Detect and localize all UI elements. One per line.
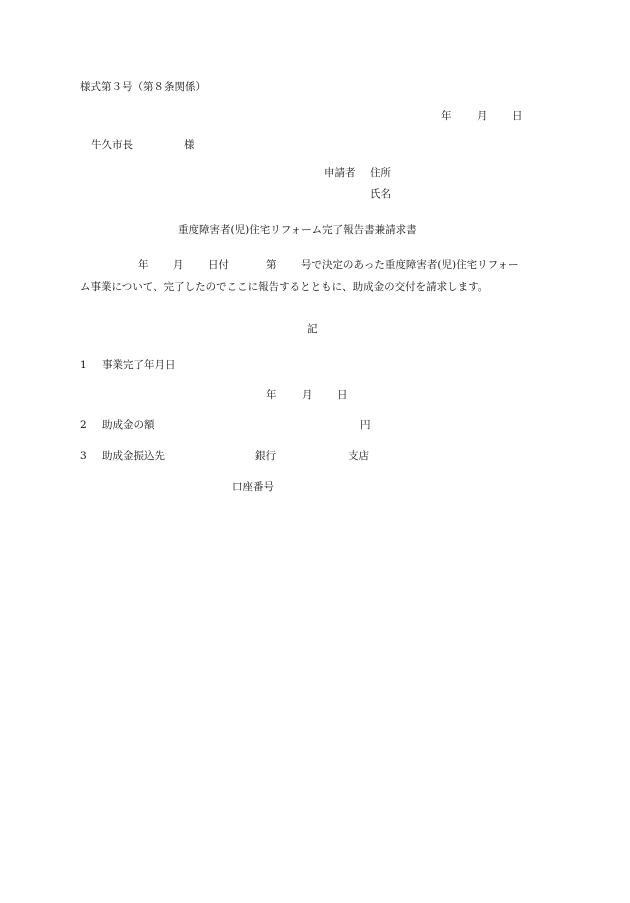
body-day-attach: 日付	[208, 259, 229, 271]
item1-number: 1	[80, 359, 87, 371]
item3-number: 3	[80, 450, 87, 462]
addressee-mayor: 牛久市長	[91, 139, 133, 151]
body-rest: 号で決定のあった重度障害者(児)住宅リフォー	[301, 259, 519, 271]
item3-label: 助成金振込先	[102, 450, 165, 462]
body-line2: ム事業について、完了したのでここに報告するとともに、助成金の交付を請求します。	[80, 281, 489, 293]
applicant-address-label: 住所	[370, 167, 391, 179]
form-number: 様式第３号（第８条関係）	[80, 81, 206, 93]
date-day: 日	[512, 110, 523, 122]
item1-label: 事業完了年月日	[102, 359, 176, 371]
body-year: 年	[138, 259, 149, 271]
item1-month: 月	[302, 389, 313, 401]
item3-branch: 支店	[348, 450, 369, 462]
item1-year: 年	[266, 389, 277, 401]
applicant-label: 申請者	[324, 167, 356, 179]
body-dai: 第	[266, 259, 277, 271]
item2-number: 2	[80, 419, 87, 431]
ki-heading: 記	[307, 323, 318, 335]
item1-day: 日	[337, 389, 348, 401]
date-year: 年	[441, 110, 452, 122]
item3-account: 口座番号	[232, 481, 274, 493]
document-title: 重度障害者(児)住宅リフォーム完了報告書兼請求書	[178, 224, 417, 236]
item3-bank: 銀行	[255, 450, 276, 462]
body-month: 月	[173, 259, 184, 271]
addressee-honorific: 様	[184, 139, 195, 151]
item2-unit: 円	[360, 419, 371, 431]
item2-label: 助成金の額	[102, 419, 155, 431]
applicant-name-label: 氏名	[370, 188, 391, 200]
date-month: 月	[477, 110, 488, 122]
